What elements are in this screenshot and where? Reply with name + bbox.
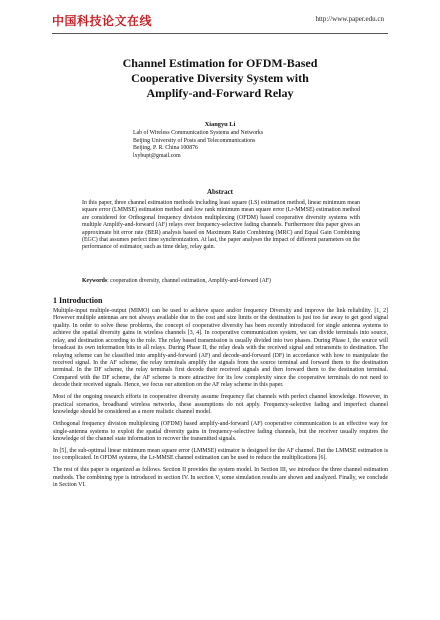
affiliation-line: Lab of Wireless Communication Systems and Networks <box>133 130 264 136</box>
section-heading-introduction: 1 Introduction <box>53 296 103 305</box>
abstract-heading: Abstract <box>206 188 234 196</box>
body-paragraph: The rest of this paper is organized as follows. Section II provides the system model. In Section III, we introduce the three channel estimation methods. The combining type is introduced in section IV. In section V, some simulation results are shown and analyzed. Finally, we conclude in Section VI. <box>53 467 388 489</box>
body-paragraph: Orthogonal frequency division multiplexing (OFDM) based amplify-and-forward (AF) cooperative communication is an effective way for single-antenna systems to exploit the spatial diversity gains in frequency-selective fading channels, but the receiver usually requires the knowledge of the channel state information to recover the transmitted signals. <box>53 421 388 442</box>
body-paragraph: Most of the ongoing research efforts in cooperative diversity assume frequency flat channels with perfect channel knowledge. However, in practical scenarios, broadband wireless networks, these assumptions do not apply. Frequency-selective fading and imperfect channel knowledge should be considered as a more realistic channel model. <box>53 394 388 416</box>
affiliation-line: Beijing, P. R. China 100876 <box>133 145 198 152</box>
affiliation-line: Beijing University of Posts and Telecommunications <box>133 137 256 144</box>
author-affiliation <box>133 130 263 160</box>
site-url[interactable]: http://www.paper.edu.cn <box>315 15 384 23</box>
keywords-label: Keywords <box>82 278 108 284</box>
author-email[interactable]: lxybupt@gmail.com <box>133 152 181 159</box>
title-line: Amplify-and-Forward Relay <box>146 86 294 100</box>
keywords-text: : cooperation diversity, channel estimation, Amplify-and-forward (AF) <box>107 278 271 284</box>
introduction-body <box>53 308 388 494</box>
page-header <box>0 0 440 40</box>
title-line: Channel Estimation for OFDM-Based <box>122 56 318 70</box>
paper-title <box>40 56 400 101</box>
title-line: Cooperative Diversity System with <box>131 71 309 85</box>
author-name: Xiangyu Li <box>204 121 236 128</box>
body-paragraph: In [5], the sub-optimal linear minimum mean square error (LMMSE) estimator is designed for the AF channel. But the LMMSE estimation is too complicated. In OFDM systems, the Lr-MMSE channel estimation can be used to reduce the multiplications [6]. <box>53 447 388 462</box>
keywords <box>82 278 362 285</box>
abstract-text: In this paper, three channel estimation methods including least square (LS) estimation method, linear minimum mean square error (LMMSE) estimation method and low rank minimum mean square error (Lr-MMSE) estimation method are considered for Orthogonal frequency division multiplexing (OFDM) based cooperative diversity systems with multiple Amplify-and-forward (AF) relays over frequency-selective fading channels. Furthermore this paper gives an approximate bit error rate (BER) analysis based on Maximum Ratio Combining (MRC) and Equal Gain Combining (EGC) that assumes perfect time synchronization. At last, the paper analyses the impact of different parameters on the performance of estimator, such as time delay, relay gain. <box>82 200 360 251</box>
site-logo[interactable]: 中国科技论文在线 <box>52 14 153 28</box>
header-divider <box>52 33 388 34</box>
body-paragraph: Multiple-input multiple-output (MIMO) can be used to achieve space and/or frequency Diversity and improve the link reliability. [1, 2] However multiple antennas are not always available due to the cost and size limits or the destination is just too far away to get good signal quality. In order to solve these problems, the concept of cooperative diversity has been recently introduced for single antenna systems to achieve the spatial diversity gains in wireless channels [3, 4]. In cooperative communication system, we can divide terminals into source, relay, and destination according to the role. The relay based transmission is usually divided into two phases. During Phase I, the source will broadcast its own information bits to all relays. During Phase II, the relay deals with the received signal and retransmits to destination. The relaying scheme can be classified into amplify-and-forward (AF) and decode-and-forward (DF) in accordance with how to manipulate the received signal. In the AF scheme, the relay terminals amplify the signals from the source terminal and forward them to the destination terminal. In the DF scheme, the relay terminals first decode their received signals and then forward them to the destination terminal. Compared with the DF scheme, the AF scheme is more attractive for its low complexity since the cooperative terminals do not need to decode their received signals. Hence, we focus our attention on the AF relay scheme in this paper. <box>53 308 388 389</box>
